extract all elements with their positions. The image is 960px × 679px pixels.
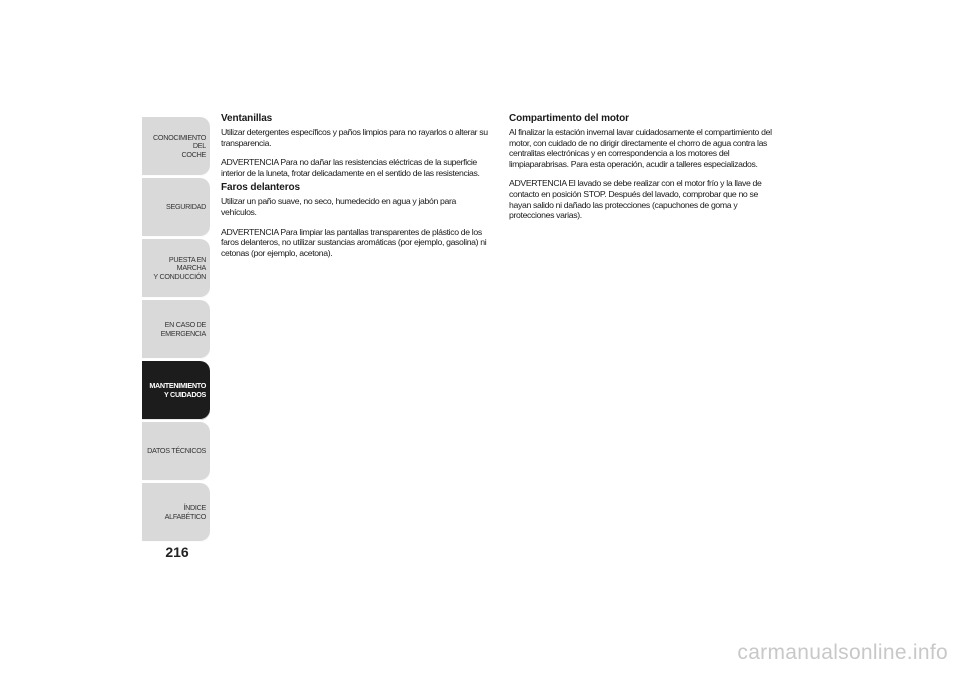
tab-label: MANTENIMIENTO Y CUIDADOS [149, 380, 206, 399]
warning-paragraph: ADVERTENCIA Para no dañar las resistencias eléctricas de la superficie interior de la luneta, frotar delicadamente en el sentido de las resistencias. [221, 157, 480, 178]
section-heading-faros-delanteros: Faros delanteros [221, 182, 300, 194]
tab-conocimiento-del-coche[interactable] [142, 117, 210, 176]
left-column [221, 113, 493, 267]
paragraph: Al finalizar la estación invernal lavar cuidadosamente el compartimiento del motor, con cuidado de no dirigir directamente el chorro de agua contra las centralitas electrónicas y en correspondencia a los motores del limpiaparabrisas. Para esta operación, acudir a talleres especializados. [509, 127, 772, 169]
tab-mantenimiento-y-cuidados[interactable] [142, 361, 210, 420]
paragraph: Utilizar detergentes específicos y paños limpios para no rayarlos o alterar su transparencia. [221, 127, 488, 148]
section-heading-compartimento-del-motor: Compartimento del motor [509, 113, 629, 124]
paragraph: Utilizar un paño suave, no seco, humedecido en agua y jabón para vehículos. [221, 196, 457, 217]
warning-paragraph: ADVERTENCIA Para limpiar las pantallas transparentes de plástico de los faros delanteros, no utilizar sustancias aromáticas (por ejemplo, gasolina) ni cetonas (por ejemplo, acetona). [221, 226, 487, 258]
watermark: carmanualsonline.info [737, 641, 948, 664]
right-column [509, 113, 781, 230]
tab-seguridad[interactable] [142, 178, 210, 237]
tab-datos-tecnicos[interactable] [142, 422, 210, 481]
tab-label: PUESTA EN MARCHA Y CONDUCCIÓN [153, 254, 206, 281]
tab-indice-alfabetico[interactable] [142, 483, 210, 542]
tab-en-caso-de-emergencia[interactable] [142, 300, 210, 359]
tab-label: EN CASO DE EMERGENCIA [160, 319, 206, 338]
tab-label: CONOCIMIENTO DEL COCHE [153, 132, 206, 159]
tab-label: SEGURIDAD [165, 202, 206, 212]
section-heading-ventanillas: Ventanillas [221, 113, 273, 124]
tab-label: ÍNDICE ALFABÉTICO [164, 502, 206, 521]
tab-puesta-en-marcha[interactable] [142, 239, 210, 298]
warning-paragraph: ADVERTENCIA El lavado se debe realizar con el motor frío y la llave de contacto en posición STOP. Después del lavado, comprobar que no se hayan salido ni dañado las protecciones (capuchones de goma y protecciones varias). [509, 178, 762, 221]
page-number: 216 [165, 544, 189, 560]
tab-label: DATOS TÉCNICOS [147, 446, 206, 456]
